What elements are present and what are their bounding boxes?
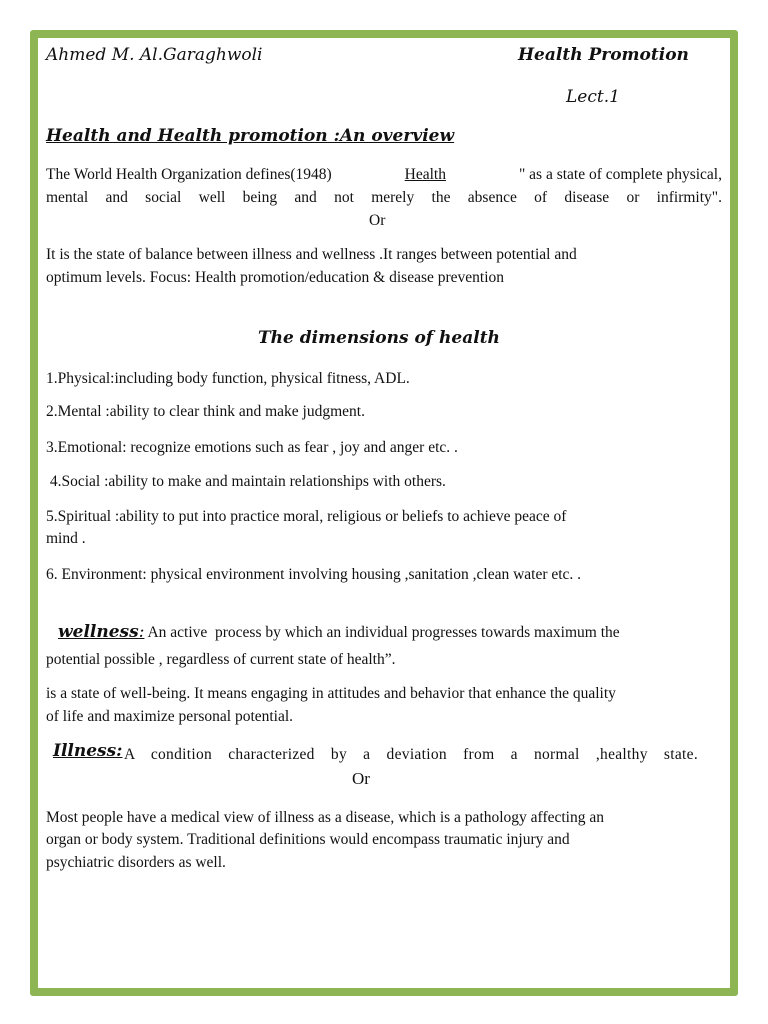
- dimensions-title: The dimensions of health: [258, 328, 500, 348]
- dimension-item: 1.Physical:including body function, physical fitness, ADL.: [46, 370, 410, 387]
- balance-text-line2: optimum levels. Focus: Health promotion/education & disease prevention: [46, 269, 505, 286]
- wellness-line1: [58, 621, 620, 644]
- dimension-item: 6. Environment: physical environment involving housing ,sanitation ,clean water etc. .: [46, 566, 582, 583]
- dimension-item: 5.Spiritual :ability to put into practice moral, religious or beliefs to achieve peace of: [46, 508, 567, 525]
- section-title: Health and Health promotion :An overview: [46, 126, 455, 146]
- or-separator: Or: [369, 212, 386, 229]
- wellness-line2: potential possible , regardless of current state of health”.: [46, 651, 396, 668]
- dimension-item: 3.Emotional: recognize emotions such as fear , joy and anger etc. .: [46, 439, 458, 456]
- who-definition-line2: mental and social well being and not merely the absence of disease or infirmity".: [46, 189, 722, 206]
- wellness-term: wellness: [58, 622, 139, 642]
- illness-line2: Most people have a medical view of illness as a disease, which is a pathology affecting an: [46, 809, 604, 826]
- balance-text-line1: It is the state of balance between illness and wellness .It ranges between potential and: [46, 246, 577, 263]
- who-definition-prefix: The World Health Organization defines(1948): [46, 166, 332, 183]
- dimension-item: mind .: [46, 530, 86, 547]
- dimension-item: 2.Mental :ability to clear think and make judgment.: [46, 403, 365, 420]
- wellness-line4: of life and maximize personal potential.: [46, 708, 294, 725]
- illness-line3: organ or body system. Traditional definitions would encompass traumatic injury and: [46, 831, 570, 848]
- lecture-number: Lect.1: [566, 87, 620, 107]
- illness-term: Illness:: [53, 741, 123, 761]
- who-definition-line1: [46, 163, 722, 186]
- course-title: Health Promotion: [518, 45, 689, 65]
- illness-definition: A condition characterized by a deviation from a normal ,healthy state.: [124, 746, 698, 763]
- author-name: Ahmed M. Al.Garaghwoli: [46, 45, 263, 65]
- dimension-item: 4.Social :ability to make and maintain relationships with others.: [46, 473, 446, 490]
- illness-line4: psychiatric disorders as well.: [46, 854, 226, 871]
- wellness-colon: :: [138, 622, 145, 642]
- health-term: Health: [404, 166, 446, 183]
- wellness-definition: An active process by which an individual progresses towards maximum the: [144, 624, 620, 641]
- or-separator: Or: [352, 769, 370, 788]
- who-definition-suffix: " as a state of complete physical,: [518, 166, 722, 183]
- wellness-line3: is a state of well-being. It means engaging in attitudes and behavior that enhance the quality: [46, 685, 616, 702]
